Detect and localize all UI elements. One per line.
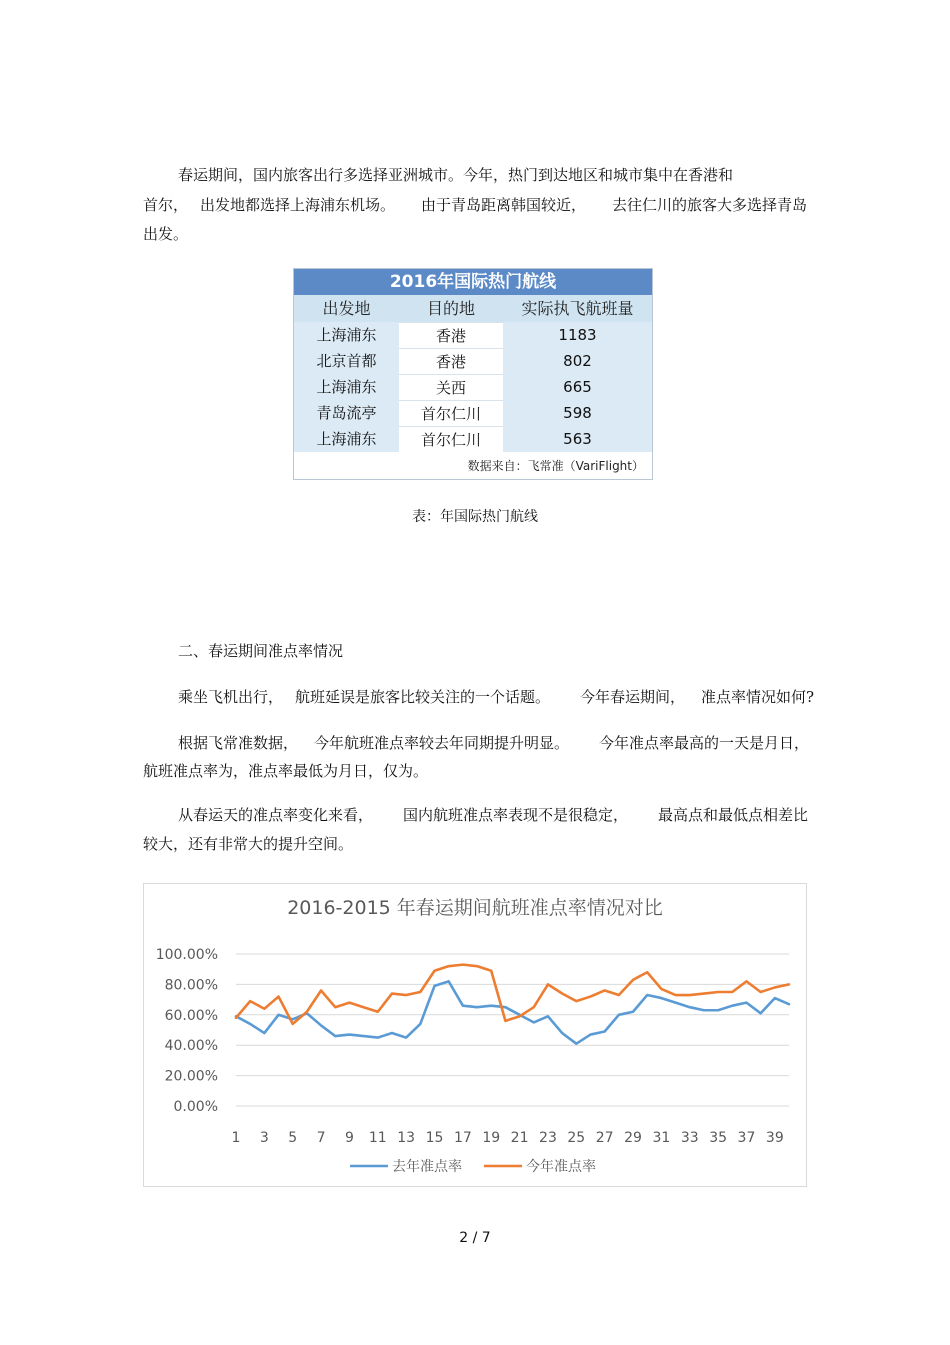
paragraph-4-line-2: 较大，还有非常大的提升空间。 bbox=[143, 835, 354, 853]
cell-flights: 563 bbox=[503, 426, 652, 452]
header-destination: 目的地 bbox=[426, 299, 475, 318]
x-tick-label: 5 bbox=[288, 1130, 298, 1146]
legend-label: 今年准点率 bbox=[526, 1159, 596, 1175]
paragraph-3-line-1 bbox=[178, 728, 809, 758]
cell-destination: 香港 bbox=[399, 348, 503, 374]
cell-flights: 1183 bbox=[503, 322, 652, 348]
text-segment: 今年航班准点率较去年同期提升明显。 bbox=[314, 734, 570, 752]
cell-flights: 665 bbox=[503, 374, 652, 400]
cell-flights: 598 bbox=[503, 400, 652, 426]
x-tick-label: 9 bbox=[344, 1130, 354, 1146]
cell-origin: 上海浦东 bbox=[294, 426, 399, 452]
text-segment: 准点率情况如何? bbox=[701, 688, 815, 706]
x-tick-label: 23 bbox=[539, 1130, 557, 1146]
x-tick-label: 13 bbox=[397, 1130, 416, 1146]
text-segment: 航班延误是旅客比较关注的一个话题。 bbox=[295, 688, 551, 706]
header-origin: 出发地 bbox=[322, 299, 371, 318]
x-tick-label: 35 bbox=[709, 1130, 728, 1146]
legend-label: 去年准点率 bbox=[392, 1159, 462, 1175]
cell-destination: 香港 bbox=[399, 322, 503, 348]
x-tick-label: 21 bbox=[510, 1130, 529, 1146]
x-tick-label: 27 bbox=[595, 1130, 614, 1146]
cell-origin: 青岛流亭 bbox=[294, 400, 399, 426]
x-tick-label: 7 bbox=[316, 1130, 326, 1146]
x-tick-label: 15 bbox=[425, 1130, 444, 1146]
text-segment: 最高点和最低点相差比 bbox=[658, 806, 809, 824]
cell-origin: 上海浦东 bbox=[294, 374, 399, 400]
table-row bbox=[294, 348, 652, 374]
table-row bbox=[294, 400, 652, 426]
text-segment: 乘坐飞机出行， bbox=[178, 688, 284, 706]
text-segment: 出发地都选择上海浦东机场。 bbox=[200, 196, 396, 214]
x-tick-label: 1 bbox=[231, 1130, 241, 1146]
hot-routes-table bbox=[293, 268, 653, 480]
x-tick-label: 33 bbox=[680, 1130, 699, 1146]
table-caption: 表：年国际热门航线 bbox=[412, 509, 538, 525]
y-tick-label: 40.00% bbox=[164, 1038, 218, 1055]
y-tick-label: 20.00% bbox=[164, 1068, 218, 1085]
header-flights: 实际执飞航班量 bbox=[521, 299, 634, 318]
text-segment: 根据飞常准数据， bbox=[178, 734, 299, 752]
x-tick-label: 31 bbox=[652, 1130, 671, 1146]
y-tick-label: 100.00% bbox=[155, 947, 218, 963]
cell-destination: 关西 bbox=[399, 374, 503, 400]
table-row bbox=[294, 374, 652, 400]
table-header bbox=[294, 295, 652, 322]
text-segment: 由于青岛距离韩国较近， bbox=[421, 196, 587, 214]
cell-origin: 北京首都 bbox=[294, 348, 399, 374]
chart-title: 2016-2015 年春运期间航班准点率情况对比 bbox=[287, 897, 663, 919]
page-number: 2 / 7 bbox=[459, 1230, 491, 1246]
x-tick-label: 37 bbox=[737, 1130, 756, 1146]
x-tick-label: 19 bbox=[482, 1130, 501, 1146]
x-tick-label: 17 bbox=[453, 1130, 472, 1146]
x-tick-label: 11 bbox=[368, 1130, 387, 1146]
table-source: 数据来自：飞常准（VariFlight） bbox=[467, 459, 644, 473]
text-segment: 首尔， bbox=[143, 196, 189, 214]
y-tick-label: 60.00% bbox=[164, 1007, 218, 1024]
cell-destination: 首尔仁川 bbox=[399, 400, 503, 426]
cell-origin: 上海浦东 bbox=[294, 322, 399, 348]
chart-canvas bbox=[144, 884, 806, 1186]
text-segment: 从春运天的准点率变化来看， bbox=[178, 806, 374, 824]
x-tick-label: 29 bbox=[624, 1130, 642, 1146]
text-segment: 今年春运期间， bbox=[580, 688, 686, 706]
x-tick-label: 39 bbox=[765, 1130, 784, 1146]
text-segment: 国内航班准点率表现不是很稳定， bbox=[403, 806, 629, 824]
paragraph-4-line-1 bbox=[178, 800, 808, 830]
paragraph-1-line-3: 出发。 bbox=[143, 225, 189, 243]
paragraph-2 bbox=[178, 682, 814, 712]
cell-destination: 首尔仁川 bbox=[399, 426, 503, 452]
y-tick-label: 80.00% bbox=[164, 977, 218, 994]
paragraph-1-line-2 bbox=[143, 190, 807, 220]
table-row bbox=[294, 426, 652, 452]
section-heading: 二、春运期间准点率情况 bbox=[178, 642, 344, 660]
table-row bbox=[294, 322, 652, 348]
series-line-last-year bbox=[236, 981, 789, 1043]
cell-flights: 802 bbox=[503, 348, 652, 374]
paragraph-1-line-1: 春运期间，国内旅客出行多选择亚洲城市。今年，热门到达地区和城市集中在香港和 bbox=[178, 166, 734, 184]
table-title: 2016年国际热门航线 bbox=[294, 269, 652, 295]
y-tick-label: 0.00% bbox=[173, 1099, 218, 1115]
x-tick-label: 3 bbox=[259, 1130, 269, 1146]
text-segment: 去往仁川的旅客大多选择青岛 bbox=[612, 196, 808, 214]
paragraph-3-line-2: 航班准点率为，准点率最低为月日，仅为。 bbox=[143, 762, 429, 780]
text-segment: 今年准点率最高的一天是月日， bbox=[599, 734, 810, 752]
x-tick-label: 25 bbox=[567, 1130, 586, 1146]
punctuality-chart bbox=[143, 883, 807, 1187]
